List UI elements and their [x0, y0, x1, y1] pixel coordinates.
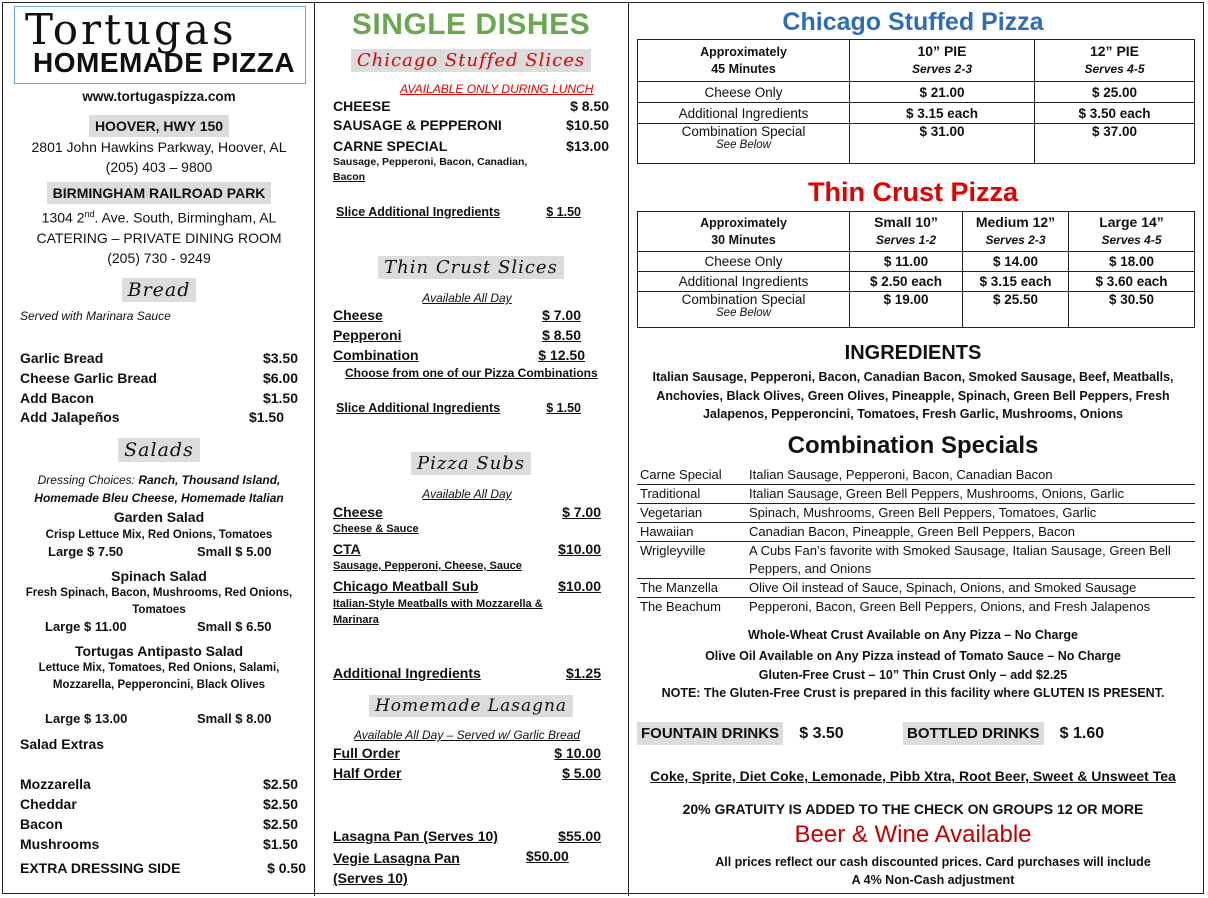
website: www.tortugaspizza.com [82, 89, 236, 104]
price-row: Additional Ingredients $ 2.50 each $ 3.15 each $ 3.60 each [638, 272, 1195, 292]
item-desc: Sausage, Pepperoni, Cheese, Sauce [333, 560, 522, 572]
availability-note: Available All Day [422, 487, 512, 501]
price-row: Cheese Only $ 21.00 $ 25.00 [638, 82, 1195, 103]
menu-item: SAUSAGE & PEPPERONI $10.50 [333, 117, 609, 133]
fountain-label: FOUNTAIN DRINKS [637, 722, 783, 745]
section-title: Salads [118, 438, 200, 462]
fountain-price: $ 3.50 [799, 725, 844, 742]
section-title: Thin Crust Slices [378, 256, 564, 279]
single-dishes-title: SINGLE DISHES [351, 8, 591, 41]
chicago-price-table [637, 39, 1195, 164]
menu-item: Cheese Garlic Bread $6.00 [20, 370, 298, 386]
price-row: Additional Ingredients $ 3.15 each $ 3.50 each [638, 103, 1195, 124]
location-phone: (205) 403 – 9800 [105, 159, 213, 175]
menu-item: Mushrooms $1.50 [20, 836, 298, 852]
combo-row: Vegetarian Spinach, Mushrooms, Green Bell Peppers, Tomatoes, Garlic [637, 504, 1195, 523]
item-desc: Cheese & Sauce [333, 523, 419, 535]
menu-item: Cheese $ 7.00 [333, 307, 581, 323]
menu-item: Chicago Meatball Sub $10.00 [333, 578, 601, 594]
menu-item: Half Order $ 5.00 [333, 765, 601, 781]
menu-item: Cheese $ 7.00 [333, 504, 601, 520]
location-birmingham [4, 182, 314, 268]
bottled-price: $ 1.60 [1059, 725, 1105, 742]
crust-notes: Whole-Wheat Crust Available on Any Pizza – No Charge Olive Oil Available on Any Pizza instead of Tomato Sauce – No Charge Gluten-Free Crust – 10” Thin Crust Only – add $2.25 NOTE: The Gluten-Free Crust is prepared in this facility where GLUTEN IS PRESENT. [661, 628, 1165, 700]
thin-title: Thin Crust Pizza [807, 177, 1018, 207]
ingredients-title: INGREDIENTS [844, 342, 982, 364]
section-title: Bread [122, 278, 197, 302]
location-address: 2801 John Hawkins Parkway, Hoover, AL [31, 139, 287, 155]
combo-row: The Manzella Olive Oil instead of Sauce, Spinach, Onions, and Smoked Sausage [637, 579, 1195, 598]
size-header: Large 14” Serves 4-5 [1069, 212, 1195, 252]
price-large: Large $ 7.50 [48, 544, 124, 559]
logo-wordmark: HOMEMADE PIZZA [33, 47, 296, 78]
section-title: Chicago Stuffed Slices [351, 49, 591, 72]
location-name: BIRMINGHAM RAILROAD PARK [47, 182, 272, 204]
availability-note: Available All Day – Served w/ Garlic Bread [353, 728, 581, 742]
menu-item: Slice Additional Ingredients $ 1.50 [336, 401, 581, 415]
price-small: Small $ 8.00 [197, 711, 272, 726]
column-divider [314, 2, 315, 896]
item-desc: Italian-Style Meatballs with Mozzarella & Marinara [333, 598, 543, 626]
size-header: Small 10” Serves 1-2 [850, 212, 963, 252]
bottled-drinks [903, 722, 1104, 745]
price-large: Large $ 13.00 [45, 711, 128, 726]
size-header: 12” PIE Serves 4-5 [1035, 40, 1195, 82]
pizza-subs-heading [316, 452, 626, 475]
combo-note: Choose from one of our Pizza Combinations [345, 366, 598, 380]
menu-item: CHEESE $ 8.50 [333, 98, 609, 114]
bread-heading [4, 278, 314, 302]
thin-slices-heading [316, 256, 626, 279]
menu-item: Lasagna Pan (Serves 10) $55.00 [333, 828, 601, 844]
location-name: HOOVER, HWY 150 [89, 115, 229, 137]
column-divider [628, 2, 629, 896]
price-row: Combination Special See Below $ 31.00 $ 37.00 [638, 124, 1195, 164]
price-large: Large $ 11.00 [45, 619, 127, 634]
menu-item: EXTRA DRESSING SIDE $ 0.50 [20, 860, 306, 876]
spinach-salad: Spinach Salad Fresh Spinach, Bacon, Mushrooms, Red Onions, Tomatoes [25, 568, 293, 616]
ingredients-list: Italian Sausage, Pepperoni, Bacon, Canadian Bacon, Smoked Sausage, Beef, Meatballs, Anchovies, Black Olives, Green Olives, Pineapple, Spinach, Green Bell Peppers, Fresh Jalapenos, Pepperoncini, Tomatoes, Fresh Garlic, Mushrooms, Onions [652, 370, 1174, 421]
combo-row: Hawaiian Canadian Bacon, Pineapple, Green Bell Peppers, Bacon [637, 523, 1195, 542]
gratuity-note: 20% GRATUITY IS ADDED TO THE CHECK ON GROUPS 12 OR MORE [682, 801, 1144, 817]
logo [14, 6, 306, 84]
price-row: Cheese Only $ 11.00 $ 14.00 $ 18.00 [638, 252, 1195, 272]
dressing-choices: Dressing Choices: Ranch, Thousand Island, Homemade Bleu Cheese, Homemade Italian [34, 473, 284, 505]
stuffed-slices-heading [316, 49, 626, 72]
menu-item: Mozzarella $2.50 [20, 776, 298, 792]
carne-desc: Sausage, Pepperoni, Bacon, Canadian, Bacon [333, 156, 528, 183]
menu-item: Cheddar $2.50 [20, 796, 298, 812]
combo-row: Carne Special Italian Sausage, Pepperoni, Bacon, Canadian Bacon [637, 466, 1195, 485]
location-hoover [4, 115, 314, 177]
beer-wine: Beer & Wine Available [794, 821, 1032, 848]
size-header: 10” PIE Serves 2-3 [850, 40, 1035, 82]
antipasto-salad: Tortugas Antipasto Salad Lettuce Mix, Tomatoes, Red Onions, Salami, Mozzarella, Pepperoncini, Black Olives [38, 643, 280, 691]
size-header: Medium 12” Serves 2-3 [963, 212, 1069, 252]
combo-row: Traditional Italian Sausage, Green Bell Peppers, Mushrooms, Onions, Garlic [637, 485, 1195, 504]
combo-row: Wrigleyville A Cubs Fan’s favorite with Smoked Sausage, Italian Sausage, Green Bell Peppers, and Onions [637, 542, 1195, 579]
menu-item: CARNE SPECIAL $13.00 [333, 138, 609, 154]
price-row: Combination Special See Below $ 19.00 $ 25.50 $ 30.50 [638, 292, 1195, 328]
vegie-lasagna-price: $50.00 [526, 848, 569, 864]
lasagna-heading [316, 695, 626, 717]
menu-item: Slice Additional Ingredients $ 1.50 [336, 205, 581, 219]
menu-item: Combination $ 12.50 [333, 347, 585, 363]
menu-item: Bacon $2.50 [20, 816, 298, 832]
bottled-label: BOTTLED DRINKS [903, 722, 1044, 745]
lunch-note: AVAILABLE ONLY DURING LUNCH [400, 82, 594, 96]
chicago-title: Chicago Stuffed Pizza [782, 8, 1044, 36]
fountain-drinks [637, 722, 844, 745]
thin-price-table [637, 211, 1195, 328]
price-small: Small $ 6.50 [197, 619, 272, 634]
cash-note: All prices reflect our cash discounted prices. Card purchases will include A 4% Non-Cash adjustment [715, 855, 1151, 887]
bread-subtitle: Served with Marinara Sauce [20, 309, 171, 323]
menu-item: CTA $10.00 [333, 541, 601, 557]
time-estimate: Approximately 45 Minutes [638, 40, 850, 82]
menu-item: Full Order $ 10.00 [333, 745, 601, 761]
menu-item: Add Jalapeños $1.50 [20, 409, 284, 425]
menu-item: Pepperoni $ 8.50 [333, 327, 581, 343]
combo-table [637, 466, 1195, 616]
garden-salad: Garden Salad Crisp Lettuce Mix, Red Onions, Tomatoes [45, 509, 273, 541]
location-note: CATERING – PRIVATE DINING ROOM [36, 229, 282, 246]
time-estimate: Approximately 30 Minutes [638, 212, 850, 252]
section-title: Pizza Subs [411, 452, 531, 475]
salad-extras-title: Salad Extras [20, 736, 105, 752]
menu-item: Add Bacon $1.50 [20, 390, 298, 406]
menu-item: Additional Ingredients $1.25 [333, 665, 601, 681]
availability-note: Available All Day [422, 291, 512, 305]
combo-row: The Beachum Pepperoni, Bacon, Green Bell Peppers, Onions, and Fresh Jalapenos [640, 599, 1151, 614]
logo-script: Tortugas [25, 5, 237, 54]
location-address: 1304 2nd. Ave. South, Birmingham, AL [41, 209, 277, 226]
salads-heading [4, 438, 314, 462]
location-phone: (205) 730 - 9249 [107, 249, 211, 266]
section-title: Homemade Lasagna [369, 695, 573, 717]
menu-item: Garlic Bread $3.50 [20, 350, 298, 366]
combos-title: Combination Specials [787, 432, 1039, 459]
drink-list: Coke, Sprite, Diet Coke, Lemonade, Pibb Xtra, Root Beer, Sweet & Unsweet Tea [650, 768, 1176, 784]
price-small: Small $ 5.00 [197, 544, 272, 559]
vegie-lasagna: Vegie Lasagna Pan (Serves 10) [333, 850, 460, 886]
